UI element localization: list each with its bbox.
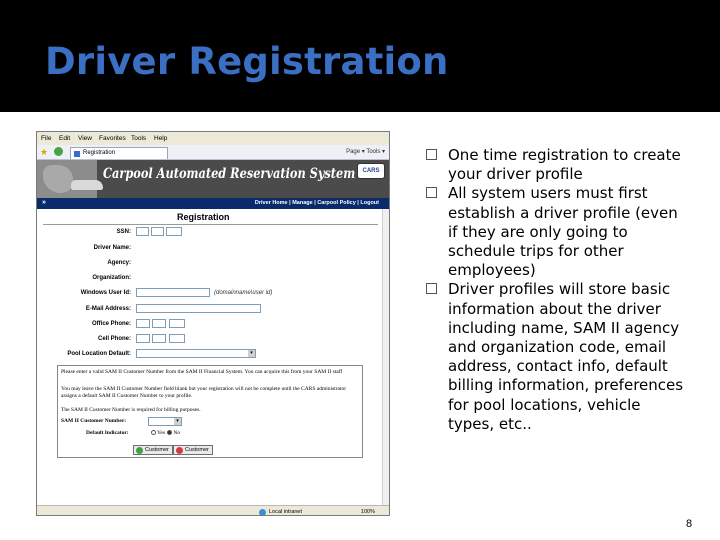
browser-screenshot xyxy=(36,131,390,516)
bullet-text: Driver profiles will store basic information about the driver including name, SAM II agency and organization code, email address, contact info, default billing information, preferences for pool locations, vehicle types, etc.. xyxy=(448,280,684,433)
pool-location-label: Pool Location Default: xyxy=(67,351,131,357)
car-icon xyxy=(71,180,103,190)
divider xyxy=(43,224,378,225)
cell-phone-input-2[interactable] xyxy=(152,334,166,343)
cars-logo: CARS xyxy=(357,163,385,179)
no-radio[interactable] xyxy=(167,430,172,435)
menu-favorites[interactable]: Favorites xyxy=(99,135,126,142)
bullet-box-icon xyxy=(426,187,437,198)
windows-user-id-input[interactable] xyxy=(136,288,210,297)
sam-customer-number-label: SAM II Customer Number: xyxy=(61,418,127,424)
default-indicator-radios xyxy=(150,430,180,437)
office-phone-input-2[interactable] xyxy=(152,319,166,328)
yes-label: Yes xyxy=(157,430,166,436)
bullet-list xyxy=(426,146,688,434)
registration-form xyxy=(37,209,389,505)
remove-customer-label: Customer xyxy=(185,447,209,453)
bullet-item xyxy=(426,280,688,434)
sam-info-box xyxy=(57,365,363,458)
cell-phone-label: Cell Phone: xyxy=(97,336,131,342)
bullet-text: All system users must first establish a driver profile (even if they are only going to schedule trips for other employees) xyxy=(448,184,678,280)
office-phone-label: Office Phone: xyxy=(91,321,131,327)
cell-phone-input-3[interactable] xyxy=(169,334,185,343)
bullet-item xyxy=(426,146,688,184)
add-customer-label: Customer xyxy=(145,447,169,453)
banner-graphic xyxy=(37,160,97,198)
add-customer-button[interactable] xyxy=(133,445,173,455)
add-favorite-icon[interactable] xyxy=(54,147,63,156)
browser-statusbar xyxy=(37,505,389,516)
add-icon xyxy=(136,447,143,454)
tab-label: Registration xyxy=(83,150,116,156)
windows-user-id-label: Windows User Id: xyxy=(80,290,131,296)
menu-edit[interactable]: Edit xyxy=(59,135,71,142)
agency-label: Agency: xyxy=(107,260,131,266)
no-label: No xyxy=(173,430,181,436)
menu-view[interactable]: View xyxy=(78,135,92,142)
bullet-box-icon xyxy=(426,283,437,294)
menu-file[interactable]: File xyxy=(41,135,52,142)
windows-user-id-hint: (domainname\user id) xyxy=(214,290,273,296)
ssn-label: SSN: xyxy=(116,229,131,235)
ssn-input-3[interactable] xyxy=(166,227,182,236)
site-navbar xyxy=(37,198,389,209)
bullet-item xyxy=(426,184,688,280)
page-scrollbar[interactable] xyxy=(382,209,389,505)
form-title: Registration xyxy=(177,212,230,222)
info-line-3: The SAM II Customer Number is required for billing purposes. xyxy=(61,407,201,413)
nav-links[interactable]: Driver Home | Manage | Carpool Policy | Logout xyxy=(254,200,379,206)
bullet-box-icon xyxy=(426,149,437,160)
globe-icon xyxy=(259,509,266,516)
page-number: 8 xyxy=(686,518,693,530)
yes-radio[interactable] xyxy=(151,430,156,435)
info-line-2: You may leave the SAM II Customer Number field blank but your registration will not be complete until the CARS administrator assigns a default SAM II Customer Number to your profile. xyxy=(61,386,347,399)
remove-customer-button[interactable] xyxy=(173,445,213,455)
cell-phone-input-1[interactable] xyxy=(136,334,150,343)
email-label: E-Mail Address: xyxy=(85,306,131,312)
menu-help[interactable]: Help xyxy=(154,135,168,142)
chevron-down-icon[interactable]: ▾ xyxy=(248,350,255,357)
pool-location-select[interactable] xyxy=(136,349,256,358)
zoom-level[interactable]: 100% xyxy=(360,509,375,515)
bullet-text: One time registration to create your driver profile xyxy=(448,146,681,184)
security-zone: Local intranet xyxy=(269,509,303,515)
site-title: Carpool Automated Reservation System xyxy=(103,166,356,182)
ssn-input-1[interactable] xyxy=(136,227,149,236)
slide-title: Driver Registration xyxy=(45,40,449,83)
default-indicator-label: Default Indicator: xyxy=(86,430,129,436)
office-phone-input-1[interactable] xyxy=(136,319,150,328)
browser-tab[interactable] xyxy=(70,147,168,159)
organization-label: Organization: xyxy=(92,275,131,281)
info-line-1: Please enter a valid SAM II Customer Number from the SAM II Financial System. You can acquire this from your SAM II staff xyxy=(61,369,343,375)
ssn-input-2[interactable] xyxy=(151,227,164,236)
sam-customer-number-select[interactable] xyxy=(148,417,182,426)
driver-name-label: Driver Name: xyxy=(93,245,131,251)
chevron-down-icon[interactable]: ▾ xyxy=(174,418,181,425)
browser-menubar xyxy=(37,132,389,145)
state-map-icon xyxy=(43,165,73,193)
toolbar-page-tools[interactable]: Page ▾ Tools ▾ xyxy=(346,149,385,155)
site-banner xyxy=(37,160,389,198)
office-phone-input-3[interactable] xyxy=(169,319,185,328)
remove-icon xyxy=(176,447,183,454)
menu-tools[interactable]: Tools xyxy=(131,135,147,142)
favorites-star-icon[interactable]: ★ xyxy=(40,147,49,157)
chevron-right-icon[interactable]: » xyxy=(42,199,46,206)
browser-toolbar xyxy=(37,145,389,160)
email-input[interactable] xyxy=(136,304,261,313)
page-icon xyxy=(74,151,80,157)
